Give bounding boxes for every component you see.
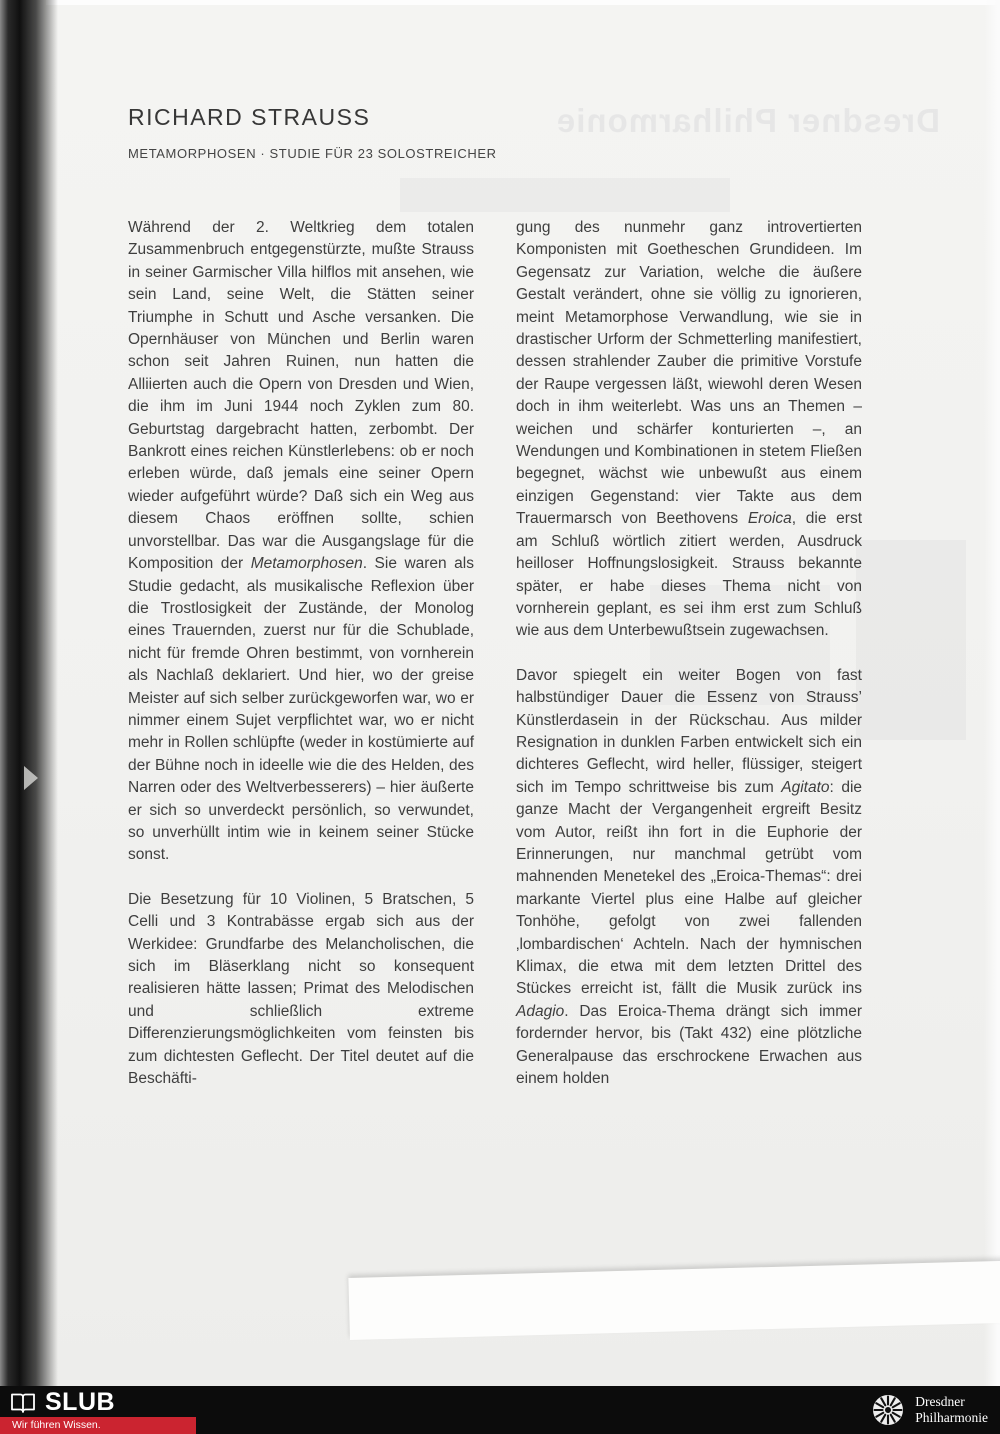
text-column-left bbox=[128, 217, 474, 1090]
slub-wordmark: SLUB bbox=[45, 1388, 116, 1416]
page-fold-mark bbox=[24, 766, 38, 790]
page-title: RICHARD STRAUSS bbox=[128, 104, 371, 130]
paragraph: Während der 2. Weltkrieg dem totalen Zusammenbruch entgegenstürzte, mußte Strauss in seiner Garmischer Villa hilflos mit ansehen, wie sein Land, seine Welt, die Stätten seiner Triumphe in Schutt und Asche versanken. Die Opernhäuser von München und Berlin waren schon seit Jahren Ruinen, nun hatten die Alliierten auch die Opern von Dresden und Wien, die ihm im Juni 1944 noch Zyklen zum 80. Geburtstag dargebracht hatten, zerbombt. Der Bankrott eines reichen Künstlerlebens: ob er noch erleben würde, daß jemals eine seiner Opern wieder aufgeführt würde? Daß sich ein Weg aus diesem Chaos eröffnen sollte, schien unvorstellbar. Das war die Ausgangslage für die Komposition der Metamorphosen. Sie waren als Studie gedacht, als musikalische Reflexion über die Trostlosigkeit der Zustände, der Monolog eines Trauernden, zuerst nur für die Schublade, nicht für fremde Ohren bestimmt, von vornherein als Nachlaß deklariert. Und hier, wo der greise Meister auf sich selber zurückgeworfen war, wo er nimmer einem Sujet verpflichtet war, wo er nicht mehr in Rollen schlüpfte (weder in kostümierte auf der Bühne noch in ideelle wie die des Helden, des Narren oder des Weltverbesserers) – hier äußerte er sich so unverdeckt persönlich, so verwundet, so unverhüllt intim wie in keinem seiner Stücke sonst. bbox=[128, 219, 475, 864]
page-corner-edge bbox=[348, 1261, 1000, 1340]
slub-logo bbox=[10, 1388, 115, 1417]
book-spine-shadow bbox=[0, 0, 58, 1386]
printed-content bbox=[128, 104, 864, 1090]
page-subtitle: METAMORPHOSEN · STUDIE FÜR 23 SOLOSTREICHER bbox=[128, 146, 497, 161]
org-name-line1: Dresdner bbox=[915, 1394, 965, 1409]
open-book-icon bbox=[10, 1390, 36, 1416]
scan-edge-top bbox=[46, 0, 1000, 5]
showthrough-text: Dresdner Philharmonie bbox=[555, 102, 940, 139]
slub-tagline: Wir führen Wissen. bbox=[0, 1417, 196, 1434]
showthrough-block bbox=[856, 540, 966, 740]
paragraph: gung des nunmehr ganz introvertierten Komponisten mit Goetheschen Grundideen. Im Gegensatz zur Variation, welche die äußere Gestalt verändert, ohne sie völlig zu ignorieren, meint Metamorphose Verwandlung, wie sie in drastischer Urform der Schmetterling manifestiert, dessen strahlender Zauber die primitive Vorstufe der Raupe vergessen läßt, wiewohl deren Wesen doch in ihm weiterlebt. Was uns an Themen – weichen und schärfer konturierten –, an Wendungen und Kombinationen in stetem Fließen begegnet, wächst wie unbewußt aus einem einzigen Gegenstand: vier Takte aus dem Trauermarsch von Beethovens Eroica, die erst am Schluß wörtlich zitiert werden, Ausdruck heilloser Hoffnungslosigkeit. Strauss bekannte später, er habe dieses Thema nicht von vornherein geplant, es sei ihm erst zum Schluß wie aus dem Unterbewußtsein zugewachsen. bbox=[516, 219, 862, 640]
paragraph: Die Besetzung für 10 Violinen, 5 Bratschen, 5 Celli und 3 Kontrabässe ergab sich aus der Werkidee: Grundfarbe des Melancholischen, die sich im Bläserklang nicht so konsequent realisieren hätte lassen; Primat des Melodischen und schließlich extreme Differenzierungsmöglichkeiten vom feinsten bis zum dichtesten Geflecht. Der Titel deutet auf die Beschäfti- bbox=[128, 890, 474, 1088]
organization-name bbox=[915, 1394, 988, 1426]
text-column-right bbox=[516, 217, 862, 1090]
philharmonie-logo bbox=[871, 1393, 988, 1427]
body-text bbox=[128, 217, 864, 1090]
org-name-line2: Philharmonie bbox=[915, 1410, 988, 1425]
footer-bar bbox=[0, 1386, 1000, 1434]
paragraph: Davor spiegelt ein weiter Bogen von fast halbstündiger Dauer die Essenz von Strauss’ Künstlerdasein in der Rückschau. Aus milder Resignation in dunklen Farben entwickelt sich ein dichteres Geflecht, wird heller, flüssiger, steigert sich im Tempo schrittweise bis zum Agitato: die ganze Macht der Vergangenheit ergreift Besitz vom Autor, reißt ihn fort in die Euphorie der Erinnerungen, nur manchmal getrübt vom mahnenden Menetekel des „Eroica-Themas“: drei markante Viertel plus eine Halbe auf gleicher Tonhöhe, gefolgt von zwei fallenden ‚lombardischen‘ Achteln. Nach der hymnischen Klimax, die etwa mit dem letzten Drittel des Stückes erreicht ist, fällt die Musik zurück ins Adagio. Das Eroica-Thema drängt sich immer fordernder hervor, bis (Takt 432) eine plötzliche Generalpause das erschrockene Erwachen aus einem holden bbox=[516, 666, 863, 1088]
starburst-icon bbox=[871, 1393, 905, 1427]
scan-edge-right bbox=[984, 0, 1000, 1386]
